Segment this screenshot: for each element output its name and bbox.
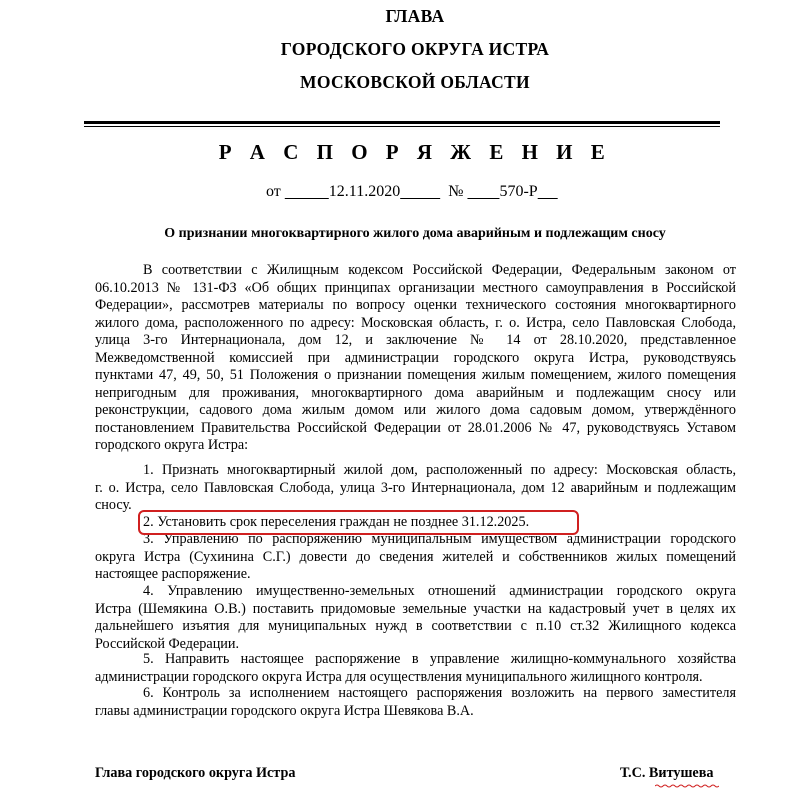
text-line: реконструкции, садового дома жилым домом или жилого дома садовым домом, утверждённого: [95, 402, 736, 418]
text-line: постановлением Правительства Российской Федерации от 28.01.2006 № 47, руководствуясь Уставом: [95, 419, 736, 436]
text-line: жилого дома, расположенного по адресу: Московская область, г. о. Истра, село Павловская Слобода,: [95, 314, 736, 331]
date-from-label: от: [266, 183, 281, 200]
number-label: №: [448, 183, 464, 200]
text-line: улица 3-го Интернационала, дом 12, и заключение № 14 от 28.10.2020, представленное: [95, 332, 736, 348]
item-5: [95, 651, 736, 686]
text-line: главы администрации городского округа Истра Шевякова В.А.: [95, 702, 474, 719]
header-line-2: ГОРОДСКОГО ОКРУГА ИСТРА: [280, 39, 550, 59]
text-line: настоящее распоряжение.: [95, 566, 251, 582]
text-line: Федерации», рассмотрев материалы по вопросу оценки технического состояния многоквартирного: [95, 297, 736, 313]
document-number: 570-Р: [499, 183, 538, 200]
spellcheck-underline: [655, 784, 719, 788]
text-line: В соответствии с Жилищным кодексом Российской Федерации, Федеральным законом от: [143, 262, 736, 278]
text-line: г. о. Истра, село Павловская Слобода, улица 3-го Интернационала, дом 12 аварийным и подлежащим: [95, 479, 736, 496]
document-date: 12.11.2020: [328, 183, 401, 200]
preamble-paragraph: [95, 262, 736, 455]
footer-position: Глава городского округа Истра: [95, 765, 296, 781]
header-line-3: МОСКОВСКОЙ ОБЛАСТИ: [300, 72, 530, 92]
highlight-box: [138, 510, 579, 535]
date-line: [266, 183, 558, 201]
document-title: Р А С П О Р Я Ж Е Н И Е: [218, 140, 612, 164]
text-line: городского округа Истра:: [95, 437, 249, 453]
text-line: администрации городского округа Истра для осуществления муниципального жилищного контроля.: [95, 668, 703, 685]
item-4: [95, 583, 736, 653]
header-divider-thick: [84, 121, 720, 124]
text-line: 4. Управлению имущественно-земельных отношений администрации городского округа: [143, 583, 736, 599]
text-line: 2. Установить срок переселения граждан не позднее 31.12.2025.: [143, 514, 530, 530]
text-line: 5. Направить настоящее распоряжение в управление жилищно-коммунального хозяйства: [143, 651, 736, 667]
footer-signatory: Т.С. Витушева: [620, 765, 714, 781]
item-1: [95, 462, 736, 515]
text-line: дальнейшего изъятия для муниципальных нужд в соответствии с п.10 ст.32 Жилищного кодекса: [95, 618, 736, 634]
item-6: [95, 685, 736, 720]
header-divider-thin: [84, 126, 720, 127]
text-line: 06.10.2013 № 131-ФЗ «Об общих принципах организации местного самоуправления в Российской: [95, 279, 736, 296]
text-line: округа Истра (Сухинина С.Г.) довести до сведения жителей и собственников жилых помещений: [95, 548, 736, 565]
text-line: Российской Федерации.: [95, 635, 240, 652]
header-line-1: ГЛАВА: [385, 6, 445, 26]
text-line: Истра (Шемякина О.В.) поставить придомовые земельные участки на кадастровый учет в целях их: [95, 600, 736, 617]
text-line: пунктами 47, 49, 50, 51 Положения о признании помещения жилым помещением, жилого помещения: [95, 367, 736, 383]
text-line: 1. Признать многоквартирный жилой дом, расположенный по адресу: Московская область,: [143, 462, 736, 478]
document-subject: О признании многоквартирного жилого дома аварийным и подлежащим сносу: [164, 226, 666, 241]
text-line: сносу.: [95, 497, 132, 513]
text-line: 6. Контроль за исполнением настоящего распоряжения возложить на первого заместителя: [143, 685, 736, 701]
text-line: непригодным для проживания, многоквартирного дома аварийным и подлежащим сносу или: [95, 384, 736, 401]
item-3: [95, 531, 736, 584]
text-line: 3. Управлению по распоряжению муниципальным имуществом администрации городского: [143, 531, 736, 547]
text-line: Межведомственной комиссией при администрации городского округа Истра, руководствуясь: [95, 349, 736, 366]
